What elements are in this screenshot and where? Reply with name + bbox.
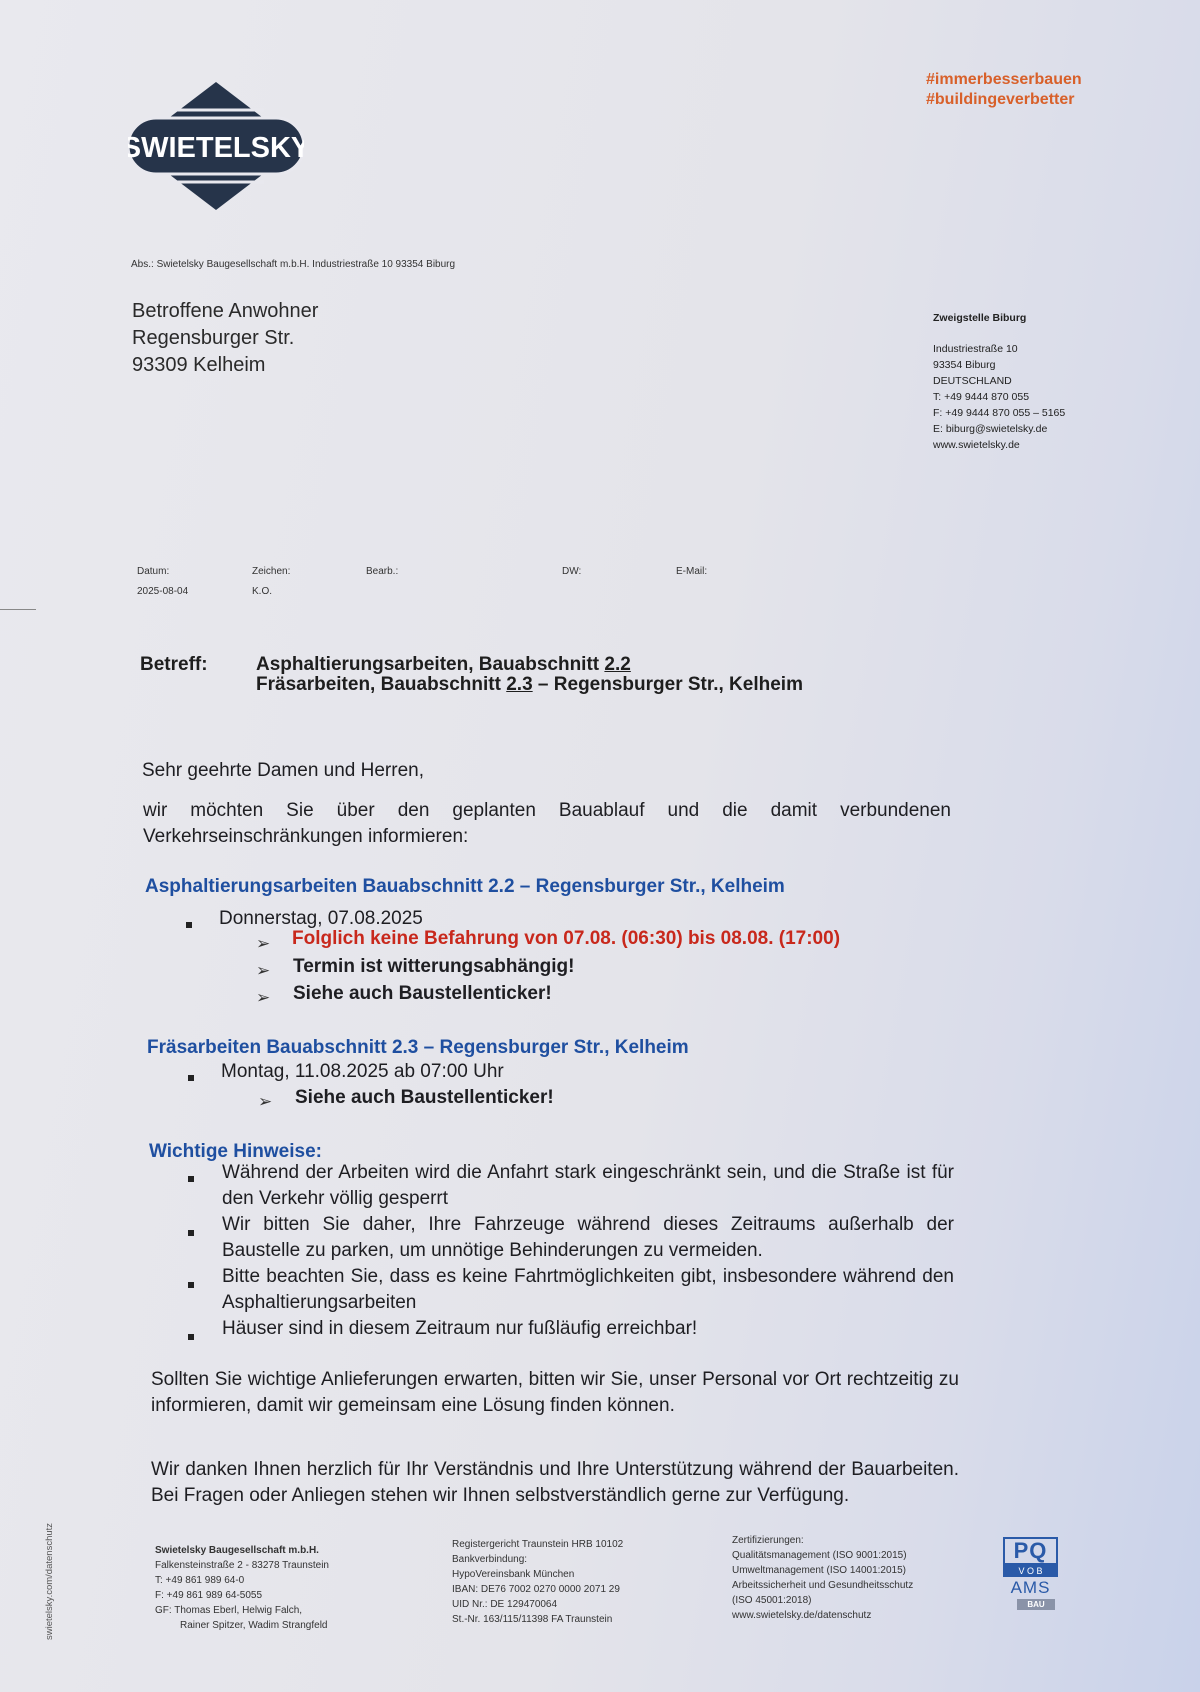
ref-datum (137, 562, 188, 602)
delivery-paragraph: Sollten Sie wichtige Anlieferungen erwarten, bitten wir Sie, unser Personal vor Ort rechtzeitig zu informieren, damit wir gemeinsam eine Lösung finden können. (151, 1369, 959, 1416)
footer-line: Falkensteinstraße 2 - 83278 Traunstein (155, 1560, 329, 1571)
footer-line: T: +49 861 989 64-0 (155, 1575, 245, 1586)
badge-bau: BAU (1017, 1599, 1055, 1610)
fold-mark (0, 609, 36, 610)
ref-zeichen (252, 562, 290, 602)
arrow-icon: ➢ (256, 961, 271, 980)
bullet-icon (186, 922, 192, 928)
branch-info (933, 310, 1065, 453)
footer-line: F: +49 861 989 64-5055 (155, 1590, 263, 1601)
branch-line: 93354 Biburg (933, 359, 996, 371)
footer-line: Bankverbindung: (452, 1554, 528, 1565)
footer-registry (452, 1537, 623, 1627)
subject-block (140, 654, 803, 695)
arrow-icon: ➢ (258, 1092, 273, 1111)
note-item-2: Wir bitten Sie daher, Ihre Fahrzeuge während dieses Zeitraums außerhalb der Baustelle zu parken, um unnötige Behinderungen zu vermeiden. (222, 1214, 954, 1261)
section1-heading: Asphaltierungsarbeiten Bauabschnitt 2.2 – Regensburger Str., Kelheim (145, 876, 785, 897)
datum-value: 2025-08-04 (137, 586, 189, 597)
badge-ams: AMS (1010, 1578, 1051, 1597)
datum-label: Datum: (137, 566, 170, 577)
greeting: Sehr geehrte Damen und Herren, (142, 760, 424, 781)
branch-line: DEUTSCHLAND (933, 375, 1012, 387)
subject-label: Betreff: (140, 654, 208, 675)
branch-line: T: +49 9444 870 055 (933, 391, 1030, 403)
bullet-icon (188, 1176, 194, 1182)
logo-text: SWIETELSKY (128, 132, 304, 164)
dw-label: DW: (562, 566, 582, 577)
footer-line: Umweltmanagement (ISO 14001:2015) (732, 1565, 906, 1576)
footer-line: Rainer Spitzer, Wadim Strangfeld (180, 1620, 328, 1631)
sender-line: Abs.: Swietelsky Baugesellschaft m.b.H. Industriestraße 10 93354 Biburg (131, 259, 456, 270)
recipient-address (132, 298, 318, 379)
badge-vob: V O B (1003, 1565, 1058, 1577)
footer-line: Registergericht Traunstein HRB 10102 (452, 1539, 624, 1550)
footer-line: UID Nr.: DE 129470064 (452, 1599, 558, 1610)
footer-privacy-link[interactable]: www.swietelsky.de/datenschutz (732, 1610, 872, 1621)
bullet-icon (188, 1230, 194, 1236)
subject-line-1: Asphaltierungsarbeiten, Bauabschnitt 2.2 (256, 654, 631, 675)
section1-item-1: Folglich keine Befahrung von 07.08. (06:30) bis 08.08. (17:00) (292, 928, 841, 949)
vertical-privacy-url: swietelsky.com/datenschutz (44, 1522, 55, 1640)
section1-item-3: Siehe auch Baustellenticker! (293, 983, 552, 1004)
footer-company (155, 1543, 329, 1633)
note-item-1: Während der Arbeiten wird die Anfahrt stark eingeschränkt sein, und die Straße ist für den Verkehr völlig gesperrt (222, 1162, 954, 1209)
recipient-line-1: Betroffene Anwohner (132, 300, 319, 322)
footer-certifications (732, 1533, 913, 1623)
footer-line: St.-Nr. 163/115/11398 FA Traunstein (452, 1614, 613, 1625)
note-item-4: Häuser sind in diesem Zeitraum nur fußläufig erreichbar! (222, 1318, 698, 1339)
footer-line: Zertifizierungen: (732, 1535, 804, 1546)
arrow-icon: ➢ (256, 934, 271, 953)
footer-line: Arbeitssicherheit und Gesundheitsschutz (732, 1580, 914, 1591)
badge-pq: PQ (1003, 1537, 1058, 1565)
note-item-3: Bitte beachten Sie, dass es keine Fahrtmöglichkeiten gibt, insbesondere während den Asphaltierungsarbeiten (222, 1266, 954, 1313)
footer-line: (ISO 45001:2018) (732, 1595, 812, 1606)
bullet-icon (188, 1075, 194, 1081)
branch-email[interactable]: E: biburg@swietelsky.de (933, 423, 1048, 435)
section1-date: Donnerstag, 07.08.2025 (219, 908, 423, 929)
notes-heading: Wichtige Hinweise: (149, 1141, 322, 1162)
footer-line: Qualitätsmanagement (ISO 9001:2015) (732, 1550, 907, 1561)
footer-line: HypoVereinsbank München (452, 1569, 575, 1580)
recipient-line-2: Regensburger Str. (132, 327, 295, 349)
zeichen-value: K.O. (252, 586, 273, 597)
recipient-line-3: 93309 Kelheim (132, 354, 266, 376)
company-logo (128, 80, 304, 212)
section1-item-2: Termin ist witterungsabhängig! (293, 956, 575, 977)
footer-company-name: Swietelsky Baugesellschaft m.b.H. (155, 1545, 319, 1556)
branch-website[interactable]: www.swietelsky.de (933, 439, 1020, 451)
branch-title: Zweigstelle Biburg (933, 312, 1027, 324)
branch-line: F: +49 9444 870 055 – 5165 (933, 407, 1066, 419)
section2-heading: Fräsarbeiten Bauabschnitt 2.3 – Regensburger Str., Kelheim (147, 1037, 689, 1058)
footer-line: IBAN: DE76 7002 0270 0000 2071 29 (452, 1584, 620, 1595)
footer-line: GF: Thomas Eberl, Helwig Falch, (155, 1605, 303, 1616)
bullet-icon (188, 1282, 194, 1288)
email-label: E-Mail: (676, 566, 708, 577)
closing-paragraph: Wir danken Ihnen herzlich für Ihr Verständnis und Ihre Unterstützung während der Bauarbeiten. Bei Fragen oder Anliegen stehen wir Ihnen selbstverständlich gerne zur Verfügung. (151, 1459, 959, 1506)
intro-paragraph: wir möchten Sie über den geplanten Bauablauf und die damit verbundenen Verkehrseinschränkungen informieren: (143, 800, 951, 847)
pq-vob-ams-badge (1003, 1537, 1058, 1610)
zeichen-label: Zeichen: (252, 566, 291, 577)
section2-date: Montag, 11.08.2025 ab 07:00 Uhr (221, 1061, 504, 1082)
bullet-icon (188, 1334, 194, 1340)
bearb-label: Bearb.: (366, 566, 399, 577)
hashtag-1: #immerbesserbauen (926, 71, 1082, 88)
subject-line-2: Fräsarbeiten, Bauabschnitt 2.3 – Regensburger Str., Kelheim (256, 674, 803, 695)
branch-line: Industriestraße 10 (933, 343, 1018, 355)
arrow-icon: ➢ (256, 988, 271, 1007)
hashtags (926, 70, 1082, 110)
section2-item-1: Siehe auch Baustellenticker! (295, 1087, 554, 1108)
hashtag-2: #buildingeverbetter (926, 91, 1075, 108)
